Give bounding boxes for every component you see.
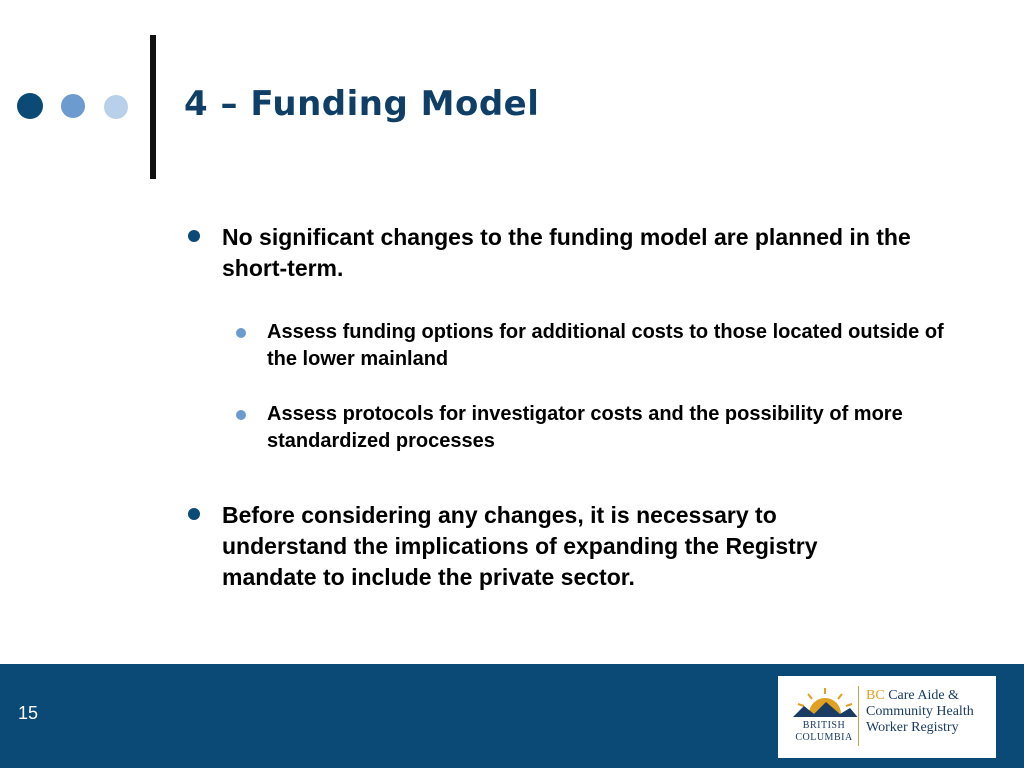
page-number: 15	[18, 703, 39, 723]
title-divider	[150, 35, 156, 179]
logo-line-3: Worker Registry	[866, 720, 959, 735]
mid-dot-decoration	[61, 94, 85, 118]
slide-title: 4 – Funding Model	[184, 84, 540, 124]
logo-left-line-2: COLUMBIA	[795, 732, 853, 743]
subbullet-2-text: Assess protocols for investigator costs and the possibility of more standardized processes	[267, 403, 903, 452]
bullet-1-text: No significant changes to the funding model are planned in the short-term.	[222, 224, 911, 281]
logo-left-line-1: BRITISH	[802, 720, 846, 731]
subbullet-marker	[236, 328, 246, 338]
logo-line-1-rest: Care Aide &	[888, 688, 959, 703]
bc-sun-mountain-icon	[790, 684, 860, 720]
subbullet-marker	[236, 410, 246, 420]
bullet-2-text: Before considering any changes, it is necessary to understand the implications of expanding the Registry mandate to include the private sector.	[222, 502, 818, 590]
light-dot-decoration	[104, 95, 128, 119]
registry-logo	[778, 676, 996, 758]
british-columbia-wordmark	[792, 720, 856, 744]
logo-divider	[858, 686, 859, 746]
bullet-marker	[188, 508, 200, 520]
logo-line-1	[866, 688, 994, 704]
logo-line-2: Community Health	[866, 704, 974, 719]
subbullet-1-text: Assess funding options for additional costs to those located outside of the lower mainland	[267, 321, 944, 370]
logo-bc: BC	[866, 688, 885, 703]
dark-dot-decoration	[17, 93, 43, 119]
bullet-marker	[188, 230, 200, 242]
registry-wordmark	[866, 688, 994, 736]
